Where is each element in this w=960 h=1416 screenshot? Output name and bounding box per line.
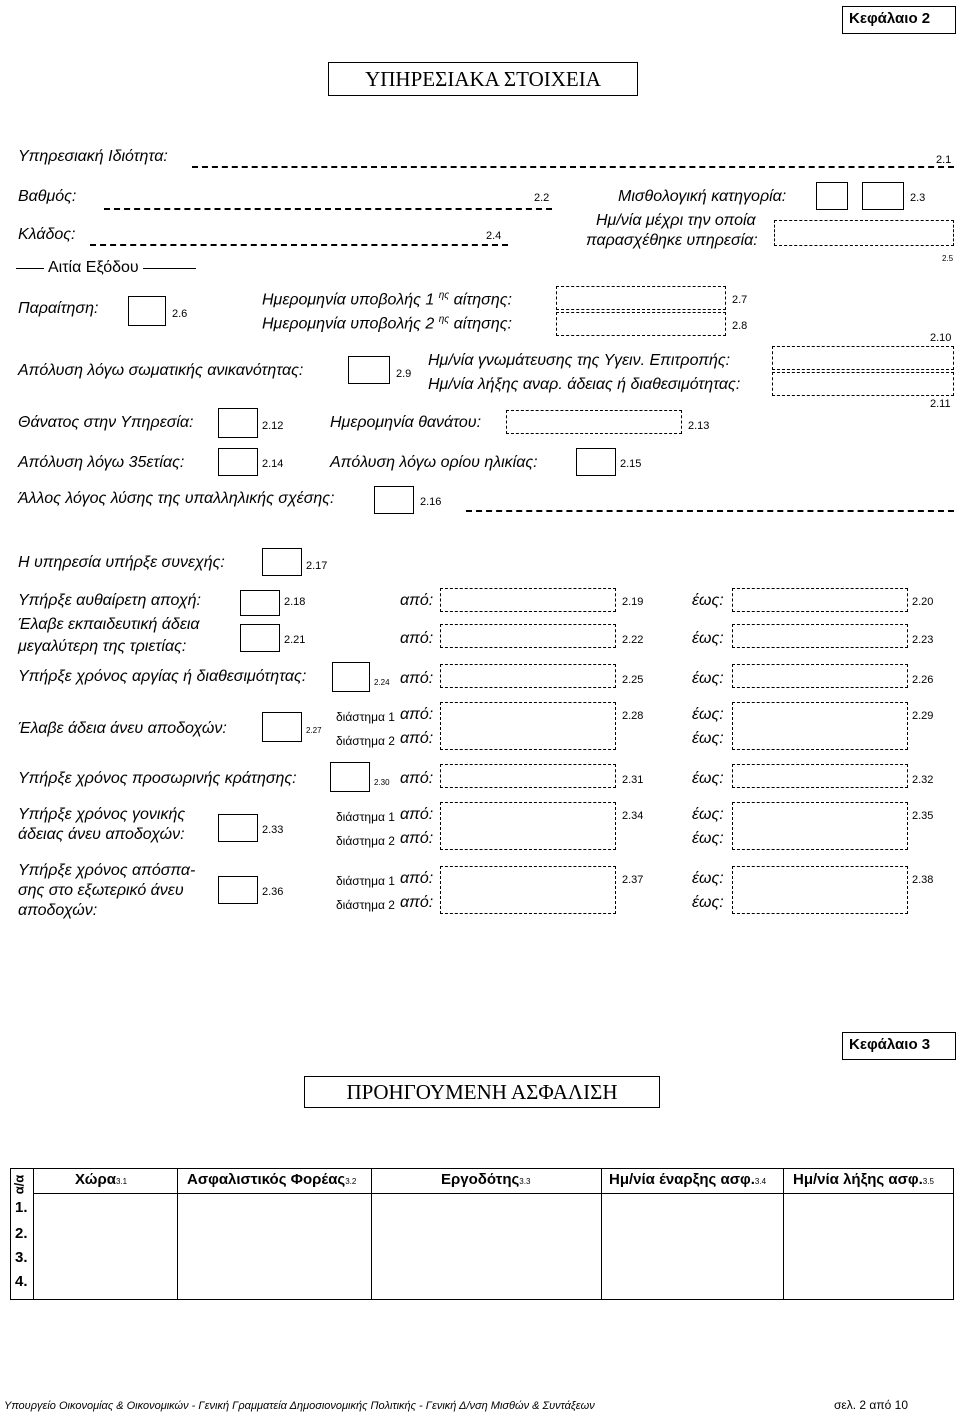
label-2nd-application-sup: ης bbox=[438, 314, 450, 325]
label-leave-end-date: Ημ/νία λήξης αναρ. άδειας ή διαθεσιμότητας: bbox=[428, 376, 741, 393]
col-divider-2 bbox=[371, 1169, 372, 1299]
section-title-previous-insurance: ΠΡΟΗΓΟΥΜΕΝΗ ΑΣΦΑΛΙΣΗ bbox=[304, 1076, 660, 1108]
label-service-continuous: Η υπηρεσία υπήρξε συνεχής: bbox=[18, 554, 225, 571]
code-2-24: 2.24 bbox=[374, 678, 390, 687]
code-2-14: 2.14 bbox=[262, 458, 284, 470]
header-start-date-num: 3.4 bbox=[754, 1177, 767, 1186]
code-2-28: 2.28 bbox=[622, 710, 644, 722]
field-dismissal-age-limit[interactable] bbox=[576, 448, 616, 476]
label-period-2: διάστημα 2 bbox=[336, 834, 395, 848]
code-2-15: 2.15 bbox=[620, 458, 642, 470]
code-2-26: 2.26 bbox=[912, 674, 934, 686]
label-service-until-2: παρασχέθηκε υπηρεσία: bbox=[586, 232, 758, 249]
field-branch[interactable] bbox=[90, 244, 508, 246]
label-detention: Υπήρξε χρόνος προσωρινής κράτησης: bbox=[18, 770, 297, 787]
field-educational-leave[interactable] bbox=[240, 624, 280, 652]
field-absence-to[interactable] bbox=[732, 588, 908, 612]
label-from: από: bbox=[400, 806, 434, 823]
label-1st-application-a: Ημερομηνία υποβολής 1 bbox=[262, 291, 435, 309]
aa-label: α/α bbox=[11, 1174, 27, 1195]
code-2-21: 2.21 bbox=[284, 634, 306, 646]
label-to: έως: bbox=[692, 706, 724, 723]
field-health-committee-date[interactable] bbox=[772, 346, 954, 370]
field-secondment[interactable] bbox=[218, 876, 258, 904]
field-death-date[interactable] bbox=[506, 410, 682, 434]
code-2-22: 2.22 bbox=[622, 634, 644, 646]
header-country bbox=[75, 1171, 127, 1188]
label-parental-leave-1: Υπήρξε χρόνος γονικής bbox=[18, 806, 186, 823]
label-from: από: bbox=[400, 670, 434, 687]
code-2-5: 2.5 bbox=[942, 254, 954, 263]
label-to: έως: bbox=[692, 894, 724, 911]
table-row-4: 4. bbox=[15, 1273, 28, 1290]
code-2-7: 2.7 bbox=[732, 294, 748, 306]
field-detention-to[interactable] bbox=[732, 764, 908, 788]
col-divider-4 bbox=[783, 1169, 784, 1299]
header-insurance-body bbox=[187, 1171, 356, 1188]
field-service-status[interactable] bbox=[192, 166, 954, 168]
field-1st-application-date[interactable] bbox=[556, 286, 726, 310]
label-to: έως: bbox=[692, 730, 724, 747]
field-leave-end-date[interactable] bbox=[772, 372, 954, 396]
field-secondment-to[interactable] bbox=[732, 866, 908, 914]
label-to: έως: bbox=[692, 770, 724, 787]
code-2-4: 2.4 bbox=[486, 230, 502, 242]
field-inactivity-to[interactable] bbox=[732, 664, 908, 688]
field-parental-from[interactable] bbox=[440, 802, 616, 850]
field-detention[interactable] bbox=[330, 762, 370, 792]
code-2-36: 2.36 bbox=[262, 886, 284, 898]
label-service-status: Υπηρεσιακή Ιδιότητα: bbox=[18, 148, 168, 165]
field-other-reason[interactable] bbox=[374, 486, 414, 514]
code-2-25: 2.25 bbox=[622, 674, 644, 686]
code-2-16: 2.16 bbox=[420, 496, 442, 508]
code-2-37: 2.37 bbox=[622, 874, 644, 886]
field-arbitrary-absence[interactable] bbox=[240, 590, 280, 616]
label-from: από: bbox=[400, 894, 434, 911]
label-period-1: διάστημα 1 bbox=[336, 710, 395, 724]
field-detention-from[interactable] bbox=[440, 764, 616, 788]
table-row-3: 3. bbox=[15, 1249, 28, 1266]
code-2-6: 2.6 bbox=[172, 308, 188, 320]
code-2-31: 2.31 bbox=[622, 774, 644, 786]
label-to: έως: bbox=[692, 670, 724, 687]
label-death-in-service: Θάνατος στην Υπηρεσία: bbox=[18, 414, 194, 431]
label-2nd-application-b: αίτησης: bbox=[453, 315, 512, 333]
field-resignation[interactable] bbox=[128, 296, 166, 326]
table-row-1: 1. bbox=[15, 1199, 28, 1216]
label-dismissal-35years: Απόλυση λόγω 35ετίας: bbox=[18, 454, 185, 471]
field-absence-from[interactable] bbox=[440, 588, 616, 612]
field-grade[interactable] bbox=[104, 208, 552, 210]
label-2nd-application bbox=[262, 314, 512, 333]
label-death-date: Ημερομηνία θανάτου: bbox=[330, 414, 482, 431]
header-end-date bbox=[793, 1171, 934, 1188]
field-dismissal-disability[interactable] bbox=[348, 356, 390, 384]
label-inactivity: Υπήρξε χρόνος αργίας ή διαθεσιμότητας: bbox=[18, 668, 307, 685]
label-educational-leave-1: Έλαβε εκπαιδευτική άδεια bbox=[18, 616, 200, 633]
label-from: από: bbox=[400, 630, 434, 647]
code-2-29: 2.29 bbox=[912, 710, 934, 722]
label-to: έως: bbox=[692, 830, 724, 847]
label-to: έως: bbox=[692, 592, 724, 609]
code-2-23: 2.23 bbox=[912, 634, 934, 646]
field-service-until-date[interactable] bbox=[774, 220, 954, 246]
label-parental-leave-2: άδειας άνευ αποδοχών: bbox=[18, 826, 185, 843]
field-salary-category-2[interactable] bbox=[862, 182, 904, 210]
field-unpaid-to[interactable] bbox=[732, 702, 908, 750]
field-inactivity[interactable] bbox=[332, 662, 370, 692]
label-from: από: bbox=[400, 770, 434, 787]
chapter-3-label: Κεφάλαιο 3 bbox=[842, 1032, 956, 1060]
label-branch: Κλάδος: bbox=[18, 226, 76, 243]
label-1st-application-sup: ης bbox=[438, 290, 450, 301]
code-2-33: 2.33 bbox=[262, 824, 284, 836]
label-from: από: bbox=[400, 830, 434, 847]
col-divider-1 bbox=[177, 1169, 178, 1299]
label-health-committee-date: Ημ/νία γνωμάτευσης της Υγειν. Επιτροπής: bbox=[428, 352, 731, 369]
label-to: έως: bbox=[692, 870, 724, 887]
header-end-date-num: 3.5 bbox=[922, 1177, 934, 1186]
field-edu-to[interactable] bbox=[732, 624, 908, 648]
code-2-18: 2.18 bbox=[284, 596, 306, 608]
label-grade: Βαθμός: bbox=[18, 188, 77, 205]
label-period-2: διάστημα 2 bbox=[336, 734, 395, 748]
label-dismissal-disability: Απόλυση λόγω σωματικής ανικανότητας: bbox=[18, 362, 304, 379]
label-period-2: διάστημα 2 bbox=[336, 898, 395, 912]
label-salary-category: Μισθολογική κατηγορία: bbox=[618, 188, 787, 205]
header-end-date-text: Ημ/νία λήξης ασφ. bbox=[793, 1171, 923, 1188]
code-2-3: 2.3 bbox=[910, 192, 926, 204]
header-employer-num: 3.3 bbox=[519, 1177, 531, 1186]
label-dismissal-age-limit: Απόλυση λόγω ορίου ηλικίας: bbox=[330, 454, 538, 471]
previous-insurance-table bbox=[10, 1168, 954, 1300]
field-inactivity-from[interactable] bbox=[440, 664, 616, 688]
label-service-until-1: Ημ/νία μέχρι την οποία bbox=[596, 212, 756, 229]
header-divider bbox=[33, 1193, 953, 1194]
footer-ministry: Υπουργείο Οικονομίας & Οικονομικών - Γενική Γραμματεία Δημοσιονομικής Πολιτικής - Γενική Δ/νση Μισθών & Συντάξεων bbox=[4, 1400, 595, 1412]
header-start-date-text: Ημ/νία έναρξης ασφ. bbox=[609, 1171, 755, 1188]
label-unpaid-leave: Έλαβε άδεια άνευ αποδοχών: bbox=[18, 720, 227, 737]
code-2-1: 2.1 bbox=[936, 154, 952, 166]
code-2-32: 2.32 bbox=[912, 774, 934, 786]
label-from: από: bbox=[400, 592, 434, 609]
header-start-date bbox=[609, 1171, 766, 1188]
field-unpaid-from[interactable] bbox=[440, 702, 616, 750]
field-unpaid-leave[interactable] bbox=[262, 712, 302, 742]
code-2-38: 2.38 bbox=[912, 874, 934, 886]
field-parental-leave[interactable] bbox=[218, 814, 258, 842]
label-resignation: Παραίτηση: bbox=[18, 300, 99, 317]
header-country-num: 3.1 bbox=[115, 1177, 128, 1186]
label-other-reason: Άλλος λόγος λύσης της υπαλληλικής σχέσης: bbox=[18, 490, 335, 507]
label-1st-application-b: αίτησης: bbox=[453, 291, 512, 309]
header-insurance-body-num: 3.2 bbox=[345, 1177, 357, 1186]
field-dismissal-35years[interactable] bbox=[218, 448, 258, 476]
code-2-9: 2.9 bbox=[396, 368, 412, 380]
field-death-in-service[interactable] bbox=[218, 408, 258, 438]
chapter-2-label: Κεφάλαιο 2 bbox=[842, 6, 956, 34]
section-title-service: ΥΠΗΡΕΣΙΑΚΑ ΣΤΟΙΧΕΙΑ bbox=[328, 62, 638, 96]
code-2-30: 2.30 bbox=[374, 778, 390, 787]
code-2-8: 2.8 bbox=[732, 320, 748, 332]
label-arbitrary-absence: Υπήρξε αυθαίρετη αποχή: bbox=[18, 592, 201, 609]
field-secondment-from[interactable] bbox=[440, 866, 616, 914]
code-2-27: 2.27 bbox=[306, 726, 322, 735]
code-2-17: 2.17 bbox=[306, 560, 328, 572]
label-to: έως: bbox=[692, 806, 724, 823]
header-insurance-body-text: Ασφαλιστικός Φορέας bbox=[187, 1171, 346, 1188]
table-row-2: 2. bbox=[15, 1225, 28, 1242]
code-2-34: 2.34 bbox=[622, 810, 644, 822]
field-2nd-application-date[interactable] bbox=[556, 312, 726, 336]
label-period-1: διάστημα 1 bbox=[336, 810, 395, 824]
label-1st-application bbox=[262, 290, 512, 309]
label-secondment-3: αποδοχών: bbox=[18, 902, 98, 919]
label-secondment-2: σης στο εξωτερικό άνευ bbox=[18, 882, 184, 899]
label-from: από: bbox=[400, 706, 434, 723]
header-employer-text: Εργοδότης bbox=[441, 1171, 520, 1188]
code-2-10: 2.10 bbox=[930, 332, 952, 344]
label-2nd-application-a: Ημερομηνία υποβολής 2 bbox=[262, 315, 435, 333]
code-2-20: 2.20 bbox=[912, 596, 934, 608]
col-divider-3 bbox=[601, 1169, 602, 1299]
code-2-35: 2.35 bbox=[912, 810, 934, 822]
field-salary-category-1[interactable] bbox=[816, 182, 848, 210]
field-other-reason-text[interactable] bbox=[466, 510, 954, 512]
code-2-2: 2.2 bbox=[534, 192, 550, 204]
field-parental-to[interactable] bbox=[732, 802, 908, 850]
col-divider-aa bbox=[33, 1169, 34, 1299]
code-2-12: 2.12 bbox=[262, 420, 284, 432]
code-2-13: 2.13 bbox=[688, 420, 710, 432]
header-employer bbox=[441, 1171, 530, 1188]
exit-reason-heading: Αιτία Εξόδου bbox=[44, 259, 143, 277]
label-educational-leave-2: μεγαλύτερη της τριετίας: bbox=[18, 638, 187, 655]
code-2-19: 2.19 bbox=[622, 596, 644, 608]
label-secondment-1: Υπήρξε χρόνος απόσπα- bbox=[18, 862, 196, 879]
footer-page-number: σελ. 2 από 10 bbox=[834, 1398, 909, 1412]
field-edu-from[interactable] bbox=[440, 624, 616, 648]
header-country-text: Χώρα bbox=[75, 1171, 116, 1188]
label-to: έως: bbox=[692, 630, 724, 647]
field-service-continuous[interactable] bbox=[262, 548, 302, 576]
label-from: από: bbox=[400, 870, 434, 887]
label-period-1: διάστημα 1 bbox=[336, 874, 395, 888]
code-2-11: 2.11 bbox=[930, 398, 951, 410]
label-from: από: bbox=[400, 730, 434, 747]
